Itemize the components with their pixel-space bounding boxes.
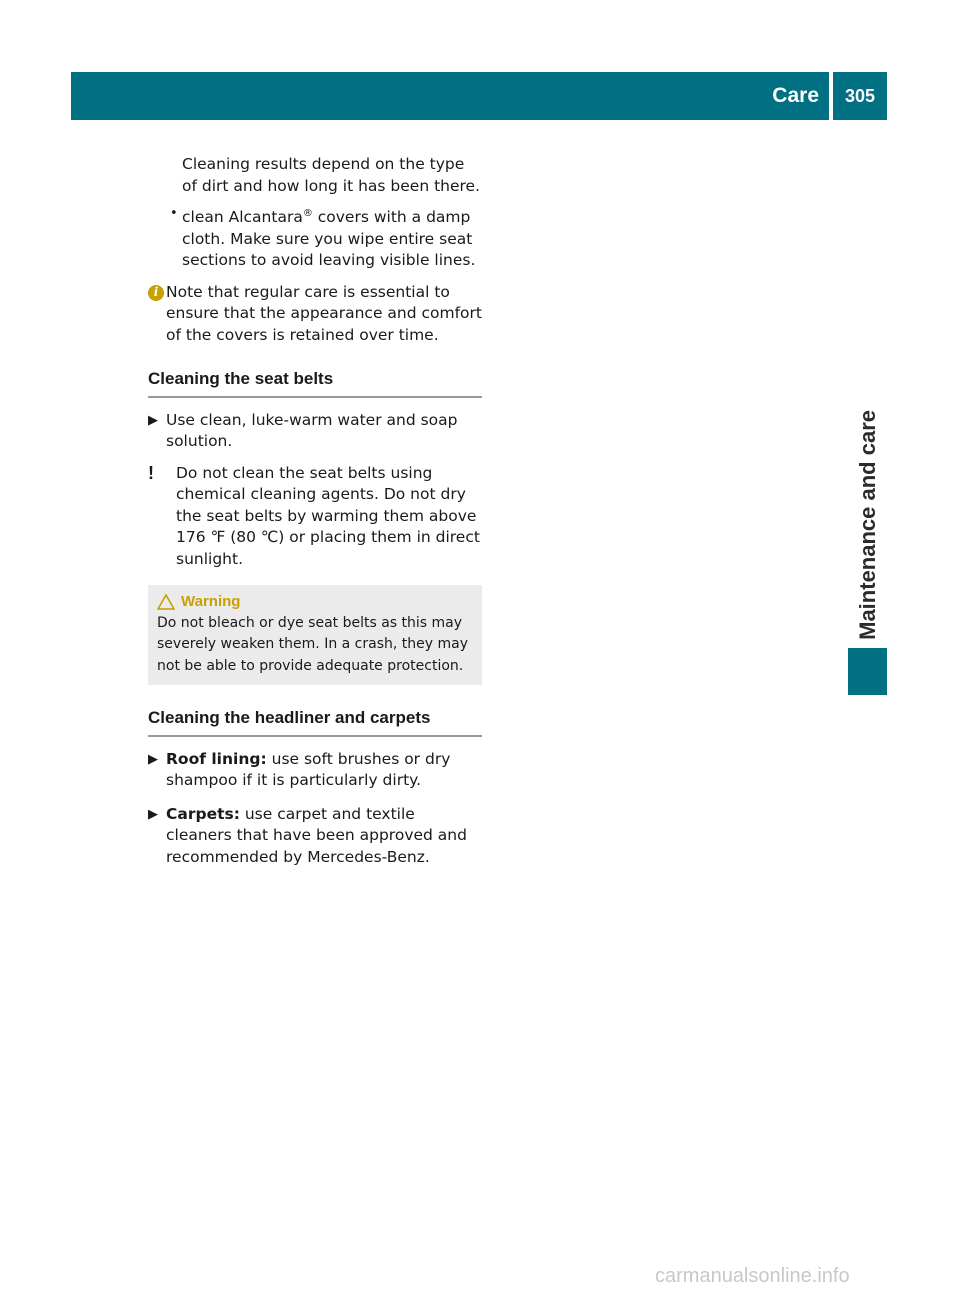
arrow-right-icon: ▶ xyxy=(148,806,158,822)
caution-text: Do not clean the seat belts using chemical cleaning agents. Do not dry the seat belts by warming them above 176 ℉ (80 ℃) or placing them in direct sunlight. xyxy=(176,463,480,568)
section-title: Care xyxy=(772,84,819,107)
info-note-text: Note that regular care is essential to ensure that the appearance and comfort of the covers is retained over time. xyxy=(166,282,482,344)
warning-text: Do not bleach or dye seat belts as this may severely weaken them. In a crash, they may not be able to provide adequate protection. xyxy=(157,614,468,674)
caution-note xyxy=(148,463,482,571)
side-tab-marker xyxy=(848,648,887,695)
instruction-step xyxy=(148,749,482,792)
bullet-icon: • xyxy=(170,206,178,221)
page-number: 305 xyxy=(833,72,887,120)
warning-title-text: Warning xyxy=(181,593,241,611)
step-text: use soft brushes or dry shampoo if it is particularly dirty. xyxy=(166,749,451,790)
watermark: carmanualsonline.info xyxy=(655,1265,850,1287)
info-note xyxy=(148,282,482,347)
exclamation-icon: ! xyxy=(148,462,154,483)
side-tab-label: Maintenance and care xyxy=(854,410,880,640)
page-content xyxy=(148,154,482,868)
warning-title xyxy=(157,591,472,613)
list-item xyxy=(148,203,482,272)
info-icon: i xyxy=(148,285,164,301)
step-text: use carpet and textile cleaners that have been approved and recommended by Mercedes-Benz. xyxy=(166,804,467,866)
warning-box xyxy=(148,585,482,685)
arrow-right-icon: ▶ xyxy=(148,751,158,767)
warning-triangle-icon xyxy=(157,594,175,610)
section-heading-seat-belts: Cleaning the seat belts xyxy=(148,368,482,398)
side-tab xyxy=(848,120,887,640)
instruction-step-text: Use clean, luke-warm water and soap solution. xyxy=(166,410,458,451)
bullet-text-start: clean Alcantara xyxy=(182,208,303,227)
section-heading-headliner: Cleaning the headliner and carpets xyxy=(148,707,482,737)
intro-paragraph: Cleaning results depend on the type of dirt and how long it has been there. xyxy=(182,155,480,195)
step-lead: Carpets: xyxy=(166,804,240,823)
registered-mark: ® xyxy=(302,208,313,219)
instruction-step xyxy=(148,804,482,869)
bullet-text-end: covers with a damp cloth. Make sure you wipe entire seat sections to avoid leaving visible lines. xyxy=(182,208,476,270)
instruction-step xyxy=(148,410,482,453)
step-lead: Roof lining: xyxy=(166,749,267,768)
arrow-right-icon: ▶ xyxy=(148,412,158,428)
